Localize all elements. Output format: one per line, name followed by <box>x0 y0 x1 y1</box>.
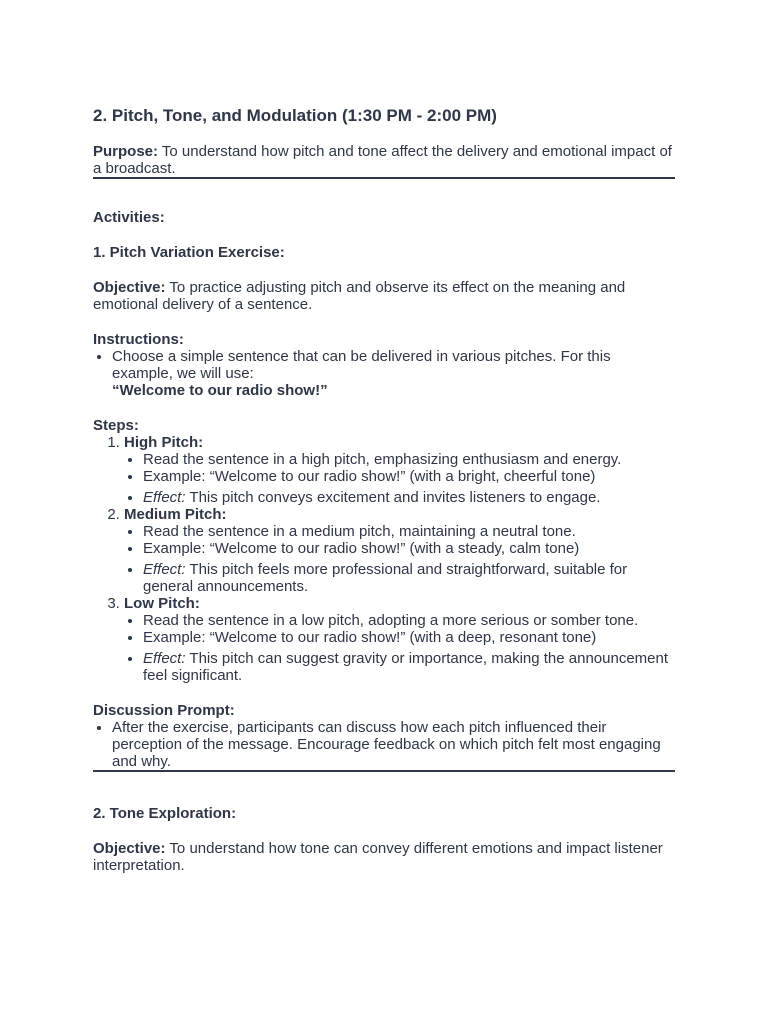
list-item <box>143 561 675 595</box>
list-item <box>143 489 675 506</box>
steps-heading: Steps: <box>93 417 139 434</box>
objective-paragraph <box>93 279 675 313</box>
divider <box>93 770 675 772</box>
effect-text: This pitch can suggest gravity or importance, making the announcement feel significant. <box>143 650 669 684</box>
objective-paragraph <box>93 840 675 874</box>
instructions-heading: Instructions: <box>93 331 184 348</box>
step-label: Medium Pitch: <box>124 506 227 523</box>
list-item <box>112 348 675 399</box>
list-item: • Example: “Welcome to our radio show!” (with a steady, calm tone) <box>143 540 675 557</box>
pitch-variation-heading: 1. Pitch Variation Exercise: <box>93 244 285 261</box>
list-item: • Read the sentence in a high pitch, emphasizing enthusiasm and energy. <box>143 451 675 468</box>
list-item: • Read the sentence in a medium pitch, maintaining a neutral tone. <box>143 523 675 540</box>
sample-sentence: “Welcome to our radio show!” <box>112 382 328 399</box>
step-details <box>124 523 675 595</box>
effect-label: Effect: <box>143 561 186 578</box>
activities-heading: Activities: <box>93 209 165 226</box>
instructions-list <box>93 348 675 399</box>
list-item: • Example: “Welcome to our radio show!” (with a deep, resonant tone) <box>143 629 675 646</box>
step-label: Low Pitch: <box>124 595 200 612</box>
document-body <box>93 106 675 874</box>
effect-text: This pitch conveys excitement and invites listeners to engage. <box>185 489 601 506</box>
step-details <box>124 451 675 506</box>
steps-list <box>93 434 675 684</box>
list-item <box>143 650 675 684</box>
objective-text: To understand how tone can convey different emotions and impact listener interpretation. <box>93 840 663 874</box>
step-medium-pitch <box>124 506 675 595</box>
objective-text: To practice adjusting pitch and observe its effect on the meaning and emotional delivery of a sentence. <box>93 279 626 313</box>
effect-text: This pitch feels more professional and straightforward, suitable for general announcements. <box>143 561 628 595</box>
instructions-text: Choose a simple sentence that can be delivered in various pitches. For this example, we will use: <box>112 348 611 382</box>
purpose-paragraph <box>93 143 675 177</box>
purpose-text: To understand how pitch and tone affect the delivery and emotional impact of a broadcast. <box>93 143 672 177</box>
effect-label: Effect: <box>143 650 186 667</box>
discussion-heading: Discussion Prompt: <box>93 702 235 719</box>
purpose-label: Purpose: <box>93 143 159 160</box>
discussion-list <box>93 719 675 770</box>
section-title: 2. Pitch, Tone, and Modulation (1:30 PM - 2:00 PM) <box>93 106 497 125</box>
list-item: • After the exercise, participants can discuss how each pitch influenced their perception of the message. Encourage feedback on which pitch felt most engaging and why. <box>112 719 675 770</box>
step-low-pitch <box>124 595 675 684</box>
objective-label: Objective: <box>93 840 166 857</box>
step-label: High Pitch: <box>124 434 204 451</box>
divider <box>93 177 675 179</box>
list-item: • Example: “Welcome to our radio show!” (with a bright, cheerful tone) <box>143 468 675 485</box>
list-item: • Read the sentence in a low pitch, adopting a more serious or somber tone. <box>143 612 675 629</box>
objective-label: Objective: <box>93 279 166 296</box>
tone-exploration-heading: 2. Tone Exploration: <box>93 805 237 822</box>
step-high-pitch <box>124 434 675 506</box>
step-details <box>124 612 675 684</box>
effect-label: Effect: <box>143 489 186 506</box>
